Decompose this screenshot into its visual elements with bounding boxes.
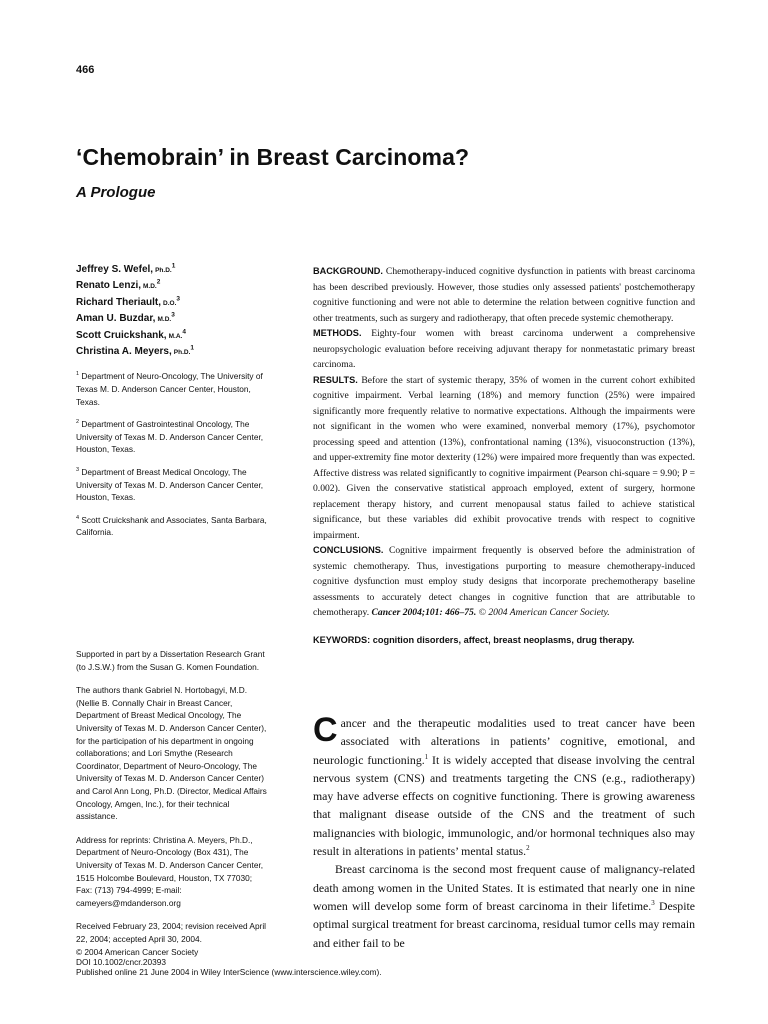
author-list [76, 262, 268, 360]
body-paragraph-2: Breast carcinoma is the second most frequent cause of malignancy-related death among women in the United States. It is estimated that nearly one in nine women will develop some form of breast carcinoma in their lifetime.$^3$ Despite optimal surgical treatment for breast carcinoma, residual tumor cells may remain and either fail to be [313, 862, 695, 950]
reprint-address-note: Address for reprints: Christina A. Meyers, Ph.D., Department of Neuro-Oncology (Box 431), The University of Texas M. D. Anderson Cancer Center, 1515 Holcombe Boulevard, Houston, TX 77030; Fax: (713) 794-4999; E-mail: cameyers@mdanderson.org [76, 834, 264, 908]
author-6: Christina A. Meyers, Ph.D.$^1$ [76, 344, 195, 358]
abstract [313, 264, 695, 621]
author-3: Richard Theriault, D.O.$^3$ [76, 295, 181, 308]
author-5: Scott Cruickshank, M.A.$^4$ [76, 328, 186, 341]
received-dates-note: Received February 23, 2004; revision received April 22, 2004; accepted April 30, 2004. [76, 921, 267, 944]
abstract-copyright: © 2004 American Cancer Society. [478, 607, 610, 618]
abstract-background: BACKGROUND. Chemotherapy-induced cognitive dysfunction in patients with breast carcinoma has been described previously. However, those studies only assessed patients' postchemotherapy cognitive functioning and were not able to determine the relation between cognitive function and other treatments, such as surgery and radiotherapy, that often precede systemic chemotherapy. [313, 266, 696, 324]
reference-marker: 2 [526, 844, 530, 853]
drop-cap: C [313, 711, 338, 749]
author-1: Jeffrey S. Wefel, Ph.D.$^1$ [76, 262, 176, 275]
keywords: KEYWORDS: cognition disorders, affect, breast neoplasms, drug therapy. [313, 634, 635, 645]
footer-copyright: © 2004 American Cancer Society [76, 947, 199, 957]
article-subtitle: A Prologue [76, 184, 156, 201]
abstract-methods: METHODS. Eighty-four women with breast carcinoma underwent a comprehensive neuropsychologic evaluation before receiving adjuvant therapy for nonmetastatic primary breast carcinoma. [313, 328, 695, 370]
affiliation-2: $^2$ Department of Gastrointestinal Oncology, The University of Texas M. D. Anderson Cancer Center, Houston, Texas. [76, 419, 264, 455]
author-2: Renato Lenzi, M.D.$^2$ [76, 279, 161, 292]
abstract-column [313, 264, 695, 645]
affiliation-1: $^1$ Department of Neuro-Oncology, The University of Texas M. D. Anderson Cancer Center, Houston, Texas. [76, 371, 263, 407]
affiliation-4: $^4$ Scott Cruickshank and Associates, Santa Barbara, California. [76, 514, 267, 538]
funding-note: Supported in part by a Dissertation Research Grant (to J.S.W.) from the Susan G. Komen Foundation. [76, 649, 265, 672]
footer-published: Published online 21 June 2004 in Wiley InterScience (www.interscience.wiley.com). [76, 967, 382, 978]
author-4: Aman U. Buzdar, M.D.$^3$ [76, 311, 175, 325]
abstract-conclusions: CONCLUSIONS. Cognitive impairment frequently is observed before the administration of systemic chemotherapy. Thus, investigations purporting to measure chemotherapy-induced cognitive dysfunction must employ study designs that incorporate prechemotherapy baseline assessments to accurately detect changes in cognitive function that are attributable to chemotherapy. Cancer 2004;101: 466–75. © 2004 American Cancer Society. [313, 545, 696, 618]
reference-marker: 3 [651, 899, 655, 908]
author-notes [76, 648, 268, 956]
page-footer [76, 947, 382, 978]
citation: Cancer 2004;101: 466–75. [371, 607, 477, 618]
reference-marker: 1 [424, 752, 429, 761]
article-title: ‘Chemobrain’ in Breast Carcinoma? [76, 144, 470, 170]
author-info-column [76, 262, 268, 539]
footer-doi: DOI 10.1002/cncr.20393 [76, 957, 166, 968]
acknowledgments-note: The authors thank Gabriel N. Hortobagyi, M.D. (Nellie B. Connally Chair in Breast Cancer, Department of Breast Medical Oncology, The University of Texas M. D. Anderson Cancer Center), for the participation of his department in ongoing collaborations; and Lori Smythe (Research Coordinator, Department of Neuro-Oncology, The University of Texas M. D. Anderson Cancer Center) and Carol Ann Long, Ph.D. (Director, Medical Affairs Oncology, Amgen, Inc.), for their technical assistance. [76, 685, 267, 822]
body-paragraph-1: Cancer and the therapeutic modalities used to treat cancer have been associated with alterations in patients’ cognitive, emotional, and neurologic functioning.$^1$ It is widely accepted that disease involving the central nervous system (CNS) and treatments targeting the CNS (e.g., radiotherapy) may have adverse effects on cognitive functioning. There is growing awareness that malignant disease outside of the CNS and the treatment of such malignancies with biologic, immunologic, and/or hormonal techniques also may result in alterations in patients’ mental status.$^2$ [313, 711, 695, 859]
page-number: 466 [76, 64, 95, 76]
article-body [313, 711, 695, 952]
abstract-results: RESULTS. Before the start of systemic therapy, 35% of women in the current cohort exhibited cognitive impairment. Verbal learning (18%) and memory function (25%) were impaired significantly more frequently relative to normative expectations. Although the impairments were not significant in the women who were examined, nonverbal memory (17%), psychomotor processing speed and attention (13%), confrontational naming (13%), visuoconstruction (13%), and upper-extremity fine motor dexterity (12%) were impaired more frequently than was expected. Affective distress was related significantly to cognitive impairment (Pearson chi-square = 9.90; P = 0.002). Given the conservative statistical approach employed, extent of surgery, hormone replacement therapy history, and current menopausal status failed to achieve statistical significance, but these variables did exhibit provocative trends with respect to cognitive impairment. [313, 374, 695, 541]
affiliation-3: $^3$ Department of Breast Medical Oncology, The University of Texas M. D. Anderson Cancer Center, Houston, Texas. [76, 467, 264, 503]
